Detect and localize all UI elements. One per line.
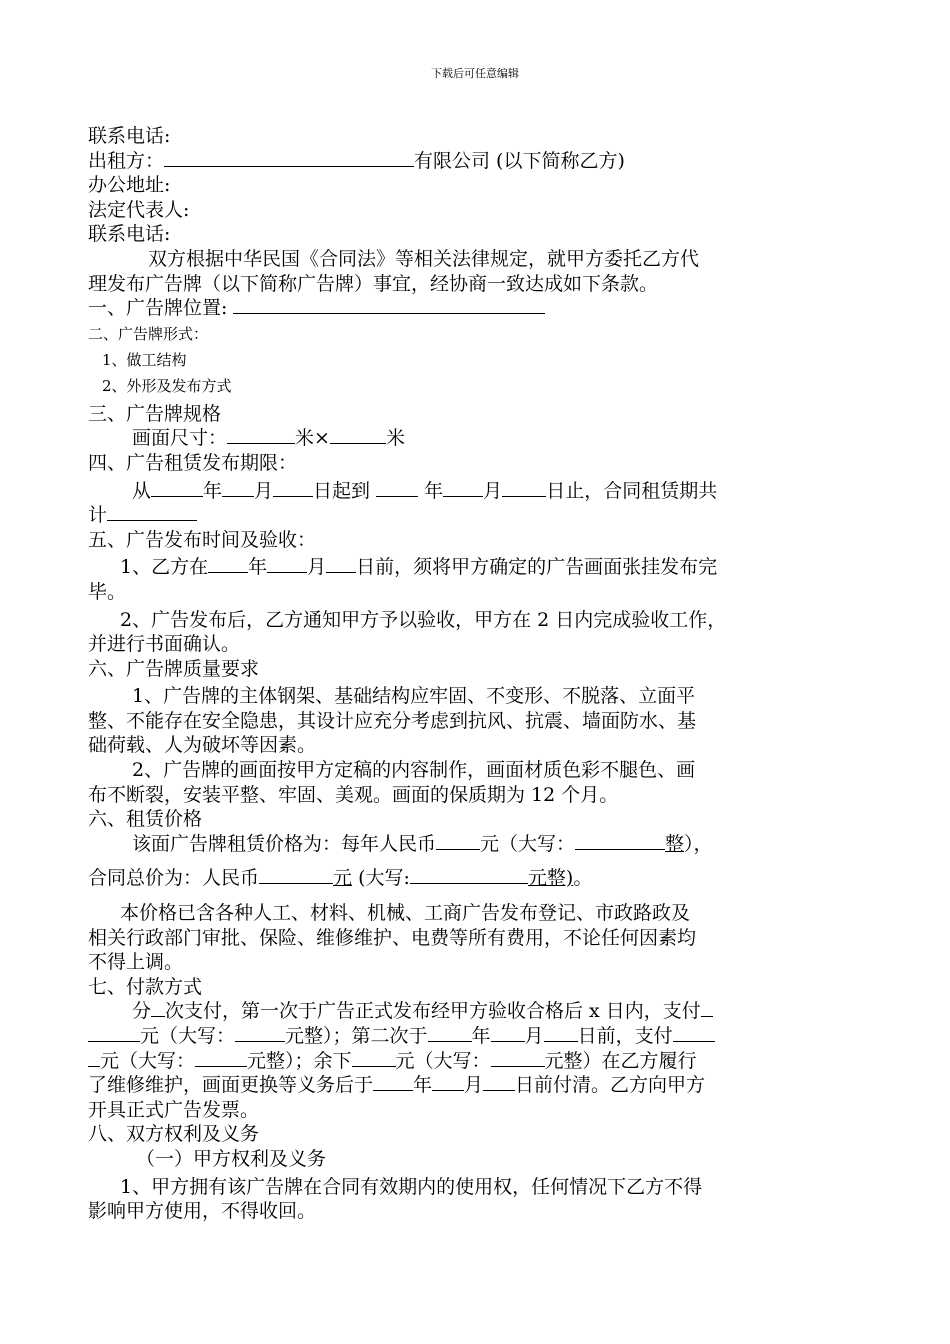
blank-field (443, 479, 483, 497)
text: 法定代表人: (88, 198, 190, 221)
blank-field (330, 426, 386, 444)
text: 双方根据中华民国《合同法》等相关法律规定，就甲方委托乙方代 (148, 247, 700, 270)
text: 联系电话: (88, 223, 171, 246)
text: 元整) (527, 867, 574, 890)
paragraph-line (88, 272, 818, 297)
section-2-heading (88, 321, 818, 347)
blank-field (376, 479, 418, 497)
blank-field (483, 1073, 515, 1091)
blank-field (151, 999, 165, 1017)
text: 米 (385, 427, 405, 450)
blank-field (544, 1024, 578, 1042)
text: 五、广告发布时间及验收： (88, 528, 317, 551)
text: 元 (333, 867, 353, 890)
text: 础荷载、人为破坏等因素。 (88, 734, 317, 757)
text: 理发布广告牌（以下简称广告牌）事宜，经协商一致达成如下条款。 (88, 272, 659, 295)
blank-field (222, 479, 254, 497)
text: 元（大写： (140, 1025, 236, 1047)
text: 三、广告牌规格 (88, 402, 222, 425)
text: 月 (307, 556, 327, 579)
text: 元整）；余下 (247, 1049, 352, 1072)
payment-line (88, 1024, 818, 1049)
blank-field (575, 832, 665, 850)
payment-line (88, 1073, 818, 1098)
text: 开具正式广告发票。 (88, 1098, 260, 1121)
text: 二、广告牌形式： (88, 324, 209, 343)
blank-field (273, 479, 313, 497)
section-7-heading (88, 975, 818, 1000)
paragraph-line (88, 503, 818, 528)
text: ）， (684, 832, 713, 855)
text: 。 (573, 867, 593, 890)
blank-field (673, 1024, 715, 1042)
contact-phone-line-2 (88, 222, 818, 247)
text: 布不断裂，安装平整、牢固、美观。画面的保质期为 12 个月。 (88, 783, 619, 806)
blank-field (151, 479, 203, 497)
text: 2、广告牌的画面按甲方定稿的内容制作，画面材质色彩不腿色、画 (132, 759, 696, 782)
section-6-heading (88, 657, 818, 682)
size-line (88, 426, 818, 451)
paragraph-line (88, 709, 818, 734)
text: 毕。 (88, 580, 127, 603)
section-5-heading (88, 528, 818, 553)
text: 日前，须将甲方确定的广告画面张挂发布完 (356, 556, 718, 579)
text: 年 (424, 479, 444, 502)
text: 并进行书面确认。 (88, 633, 241, 656)
paragraph-line (88, 1199, 818, 1224)
text: 元（大写： (100, 1049, 196, 1072)
text: 联系电话: (88, 125, 171, 147)
lease-period-line (88, 479, 818, 504)
blank-field (208, 555, 248, 573)
page-header: 下载后可任意编辑 (431, 67, 519, 80)
text: 分 (132, 1000, 152, 1023)
blank-field (164, 149, 414, 167)
text: 年 (471, 1025, 491, 1047)
subsection-heading (88, 1147, 818, 1172)
text: 从 (132, 479, 152, 502)
blank-field (326, 555, 356, 573)
payment-line (88, 999, 818, 1024)
blank-field (88, 1049, 100, 1067)
blank-field (410, 866, 528, 884)
text: 元整）在乙方履行 (544, 1049, 697, 1072)
price-line (88, 832, 818, 857)
paragraph-line (88, 580, 818, 605)
text: 有限公司 (以下简称乙方) (414, 149, 625, 172)
text: 四、广告租赁发布期限： (88, 451, 298, 474)
text: 1、甲方拥有该广告牌在合同有效期内的使用权，任何情况下乙方不得 (120, 1175, 703, 1198)
text: 日起到 (313, 479, 371, 502)
text: 年 (248, 556, 268, 579)
blank-field (491, 1024, 525, 1042)
text: 六、广告牌质量要求 (88, 657, 260, 680)
section-8-heading (88, 1122, 818, 1147)
text: 画面尺寸： (132, 427, 228, 450)
text: 相关行政部门审批、保险、维修维护、电费等所有费用，不论任何因素均 (88, 926, 697, 949)
text: 2、外形及发布方式 (102, 376, 232, 395)
paragraph-line (88, 1175, 818, 1200)
paragraph-line (88, 733, 818, 758)
text: 日前，支付 (577, 1025, 673, 1047)
text: 了维修维护，画面更换等义务后于 (88, 1074, 374, 1097)
text: 计 (88, 504, 108, 527)
paragraph-line (88, 950, 818, 975)
paragraph-line (88, 632, 818, 657)
paragraph-line (88, 684, 818, 709)
section-4-heading (88, 451, 818, 476)
text: 元（大写： (395, 1049, 491, 1072)
blank-field (233, 296, 545, 314)
blank-field (502, 479, 546, 497)
list-item (88, 347, 818, 373)
text: 日前付清。乙方向甲方 (515, 1074, 706, 1097)
section-6b-heading (88, 807, 818, 832)
text: 1、乙方在 (120, 556, 209, 579)
text: 月 (464, 1074, 484, 1097)
text: 七、付款方式 (88, 975, 203, 998)
text: 月 (254, 479, 274, 502)
text: 年 (203, 479, 223, 502)
blank-field (432, 1073, 464, 1091)
total-price-line (88, 866, 818, 891)
blank-field (491, 1049, 545, 1067)
section-3-heading (88, 402, 818, 427)
text: 1、做工结构 (102, 350, 187, 369)
legal-rep-line (88, 198, 818, 223)
text: 合同总价为：人民币 (88, 867, 260, 890)
paragraph-line (88, 555, 818, 580)
payment-line (88, 1049, 818, 1074)
text: 2、广告发布后，乙方通知甲方予以验收，甲方在 2 日内完成验收工作， (120, 608, 727, 631)
blank-field (428, 1024, 472, 1042)
text: 米× (295, 427, 330, 450)
text: 整 (665, 832, 685, 855)
paragraph-line (88, 247, 818, 272)
blank-field (235, 1024, 285, 1042)
paragraph-line (88, 926, 818, 951)
text: 次支付，第一次于广告正式发布经甲方验收合格后 x 日内，支付 (165, 1000, 701, 1023)
text: 出租方： (88, 149, 165, 172)
blank-field (259, 866, 333, 884)
blank-field (436, 832, 480, 850)
blank-field (107, 503, 197, 521)
section-1-heading (88, 296, 818, 321)
blank-field (195, 1049, 247, 1067)
text: 一、广告牌位置: (88, 297, 228, 320)
paragraph-line (88, 608, 818, 633)
text: （一）甲方权利及义务 (136, 1147, 327, 1170)
blank-field (352, 1049, 396, 1067)
lessor-line (88, 149, 818, 174)
text: 月 (483, 479, 503, 502)
text: 元（大写： (480, 832, 576, 855)
list-item (88, 373, 818, 399)
blank-field (373, 1073, 413, 1091)
blank-field (701, 999, 713, 1017)
text: 月 (524, 1025, 544, 1047)
contact-phone-line (88, 124, 818, 149)
text: 办公地址: (88, 174, 171, 197)
text: 年 (413, 1074, 433, 1097)
text: 元整）；第二次于 (285, 1025, 428, 1047)
text: 整、不能存在安全隐患，其设计应充分考虑到抗风、抗震、墙面防水、基 (88, 709, 697, 732)
paragraph-line (88, 783, 818, 808)
text: 日止，合同租赁期共 (546, 479, 718, 502)
text: 六、租赁价格 (88, 808, 203, 831)
text: 1、广告牌的主体钢架、基础结构应牢固、不变形、不脱落、立面平 (132, 685, 696, 708)
text: 不得上调。 (88, 951, 184, 974)
contract-body (88, 124, 818, 1224)
text: (大写: (352, 867, 410, 890)
blank-field (88, 1024, 140, 1042)
paragraph-line (88, 758, 818, 783)
blank-field (227, 426, 295, 444)
paragraph-line (88, 901, 818, 926)
text: 影响甲方使用，不得收回。 (88, 1200, 317, 1223)
blank-field (267, 555, 307, 573)
text: 该面广告牌租赁价格为：每年人民币 (132, 832, 437, 855)
paragraph-line (88, 1098, 818, 1123)
text: 八、双方权利及义务 (88, 1123, 260, 1146)
office-address-line (88, 173, 818, 198)
text: 本价格已含各种人工、材料、机械、工商广告发布登记、市政路政及 (120, 902, 691, 925)
